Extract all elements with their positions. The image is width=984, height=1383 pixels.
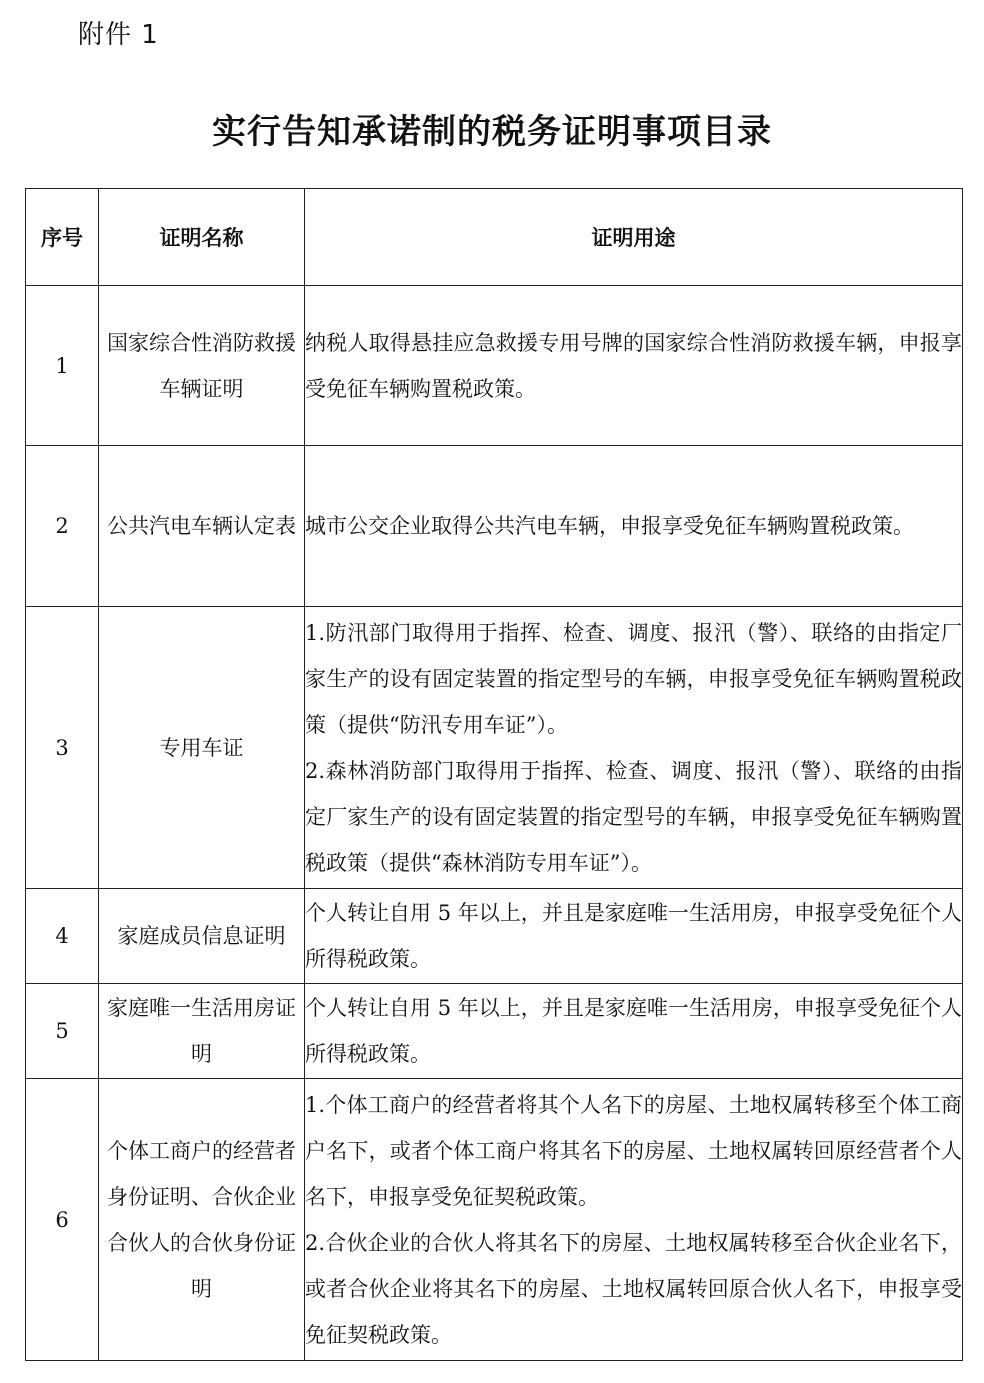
row-name: 国家综合性消防救援车辆证明 [99,286,305,446]
table-row [26,889,963,984]
row-name: 公共汽电车辆认定表 [99,446,305,607]
row-name: 专用车证 [99,607,305,889]
usage-text: 纳税人取得悬挂应急救援专用号牌的国家综合性消防救援车辆，申报享受免征车辆购置税政策。 [305,330,962,401]
row-name: 家庭成员信息证明 [99,889,305,984]
row-seq: 1 [26,286,99,446]
row-usage [305,1079,963,1361]
row-usage [305,607,963,889]
row-seq: 6 [26,1079,99,1361]
certificate-catalog-table [25,188,963,1361]
row-seq: 5 [26,984,99,1079]
usage-text: 个人转让自用 5 年以上，并且是家庭唯一生活用房，申报享受免征个人所得税政策。 [305,901,962,971]
header-seq: 序号 [26,189,99,286]
usage-text: 个人转让自用 5 年以上，并且是家庭唯一生活用房，申报享受免征个人所得税政策。 [305,996,962,1066]
usage-item: 1.个体工商户的经营者将其个人名下的房屋、土地权属转移至个体工商户名下，或者个体工商户将其名下的房屋、土地权属转回原经营者个人名下，申报享受免征契税政策。 [305,1092,962,1209]
row-seq: 4 [26,889,99,984]
row-name: 家庭唯一生活用房证明 [99,984,305,1079]
table-row [26,446,963,607]
table-row [26,1079,963,1361]
table-row [26,607,963,889]
page-title: 实行告知承诺制的税务证明事项目录 [212,112,772,152]
usage-text: 城市公交企业取得公共汽电车辆，申报享受免征车辆购置税政策。 [305,514,914,538]
row-usage [305,446,963,607]
table-header-row [26,189,963,286]
usage-item: 1.防汛部门取得用于指挥、检查、调度、报汛（警）、联络的由指定厂家生产的设有固定装置的指定型号的车辆，申报享受免征车辆购置税政策（提供“防汛专用车证”）。 [305,620,962,737]
row-usage [305,889,963,984]
header-name: 证明名称 [99,189,305,286]
row-usage [305,286,963,446]
row-name: 个体工商户的经营者身份证明、合伙企业合伙人的合伙身份证明 [99,1079,305,1361]
row-seq: 3 [26,607,99,889]
table-row [26,984,963,1079]
usage-item: 2.合伙企业的合伙人将其名下的房屋、土地权属转移至合伙企业名下，或者合伙企业将其名下的房屋、土地权属转回原合伙人名下，申报享受免征契税政策。 [305,1230,962,1347]
header-usage: 证明用途 [305,189,963,286]
usage-item: 2.森林消防部门取得用于指挥、检查、调度、报汛（警）、联络的由指定厂家生产的设有固定装置的指定型号的车辆，申报享受免征车辆购置税政策（提供“森林消防专用车证”）。 [305,758,962,875]
row-usage [305,984,963,1079]
attachment-label: 附件 1 [78,20,159,50]
table-row [26,286,963,446]
row-seq: 2 [26,446,99,607]
